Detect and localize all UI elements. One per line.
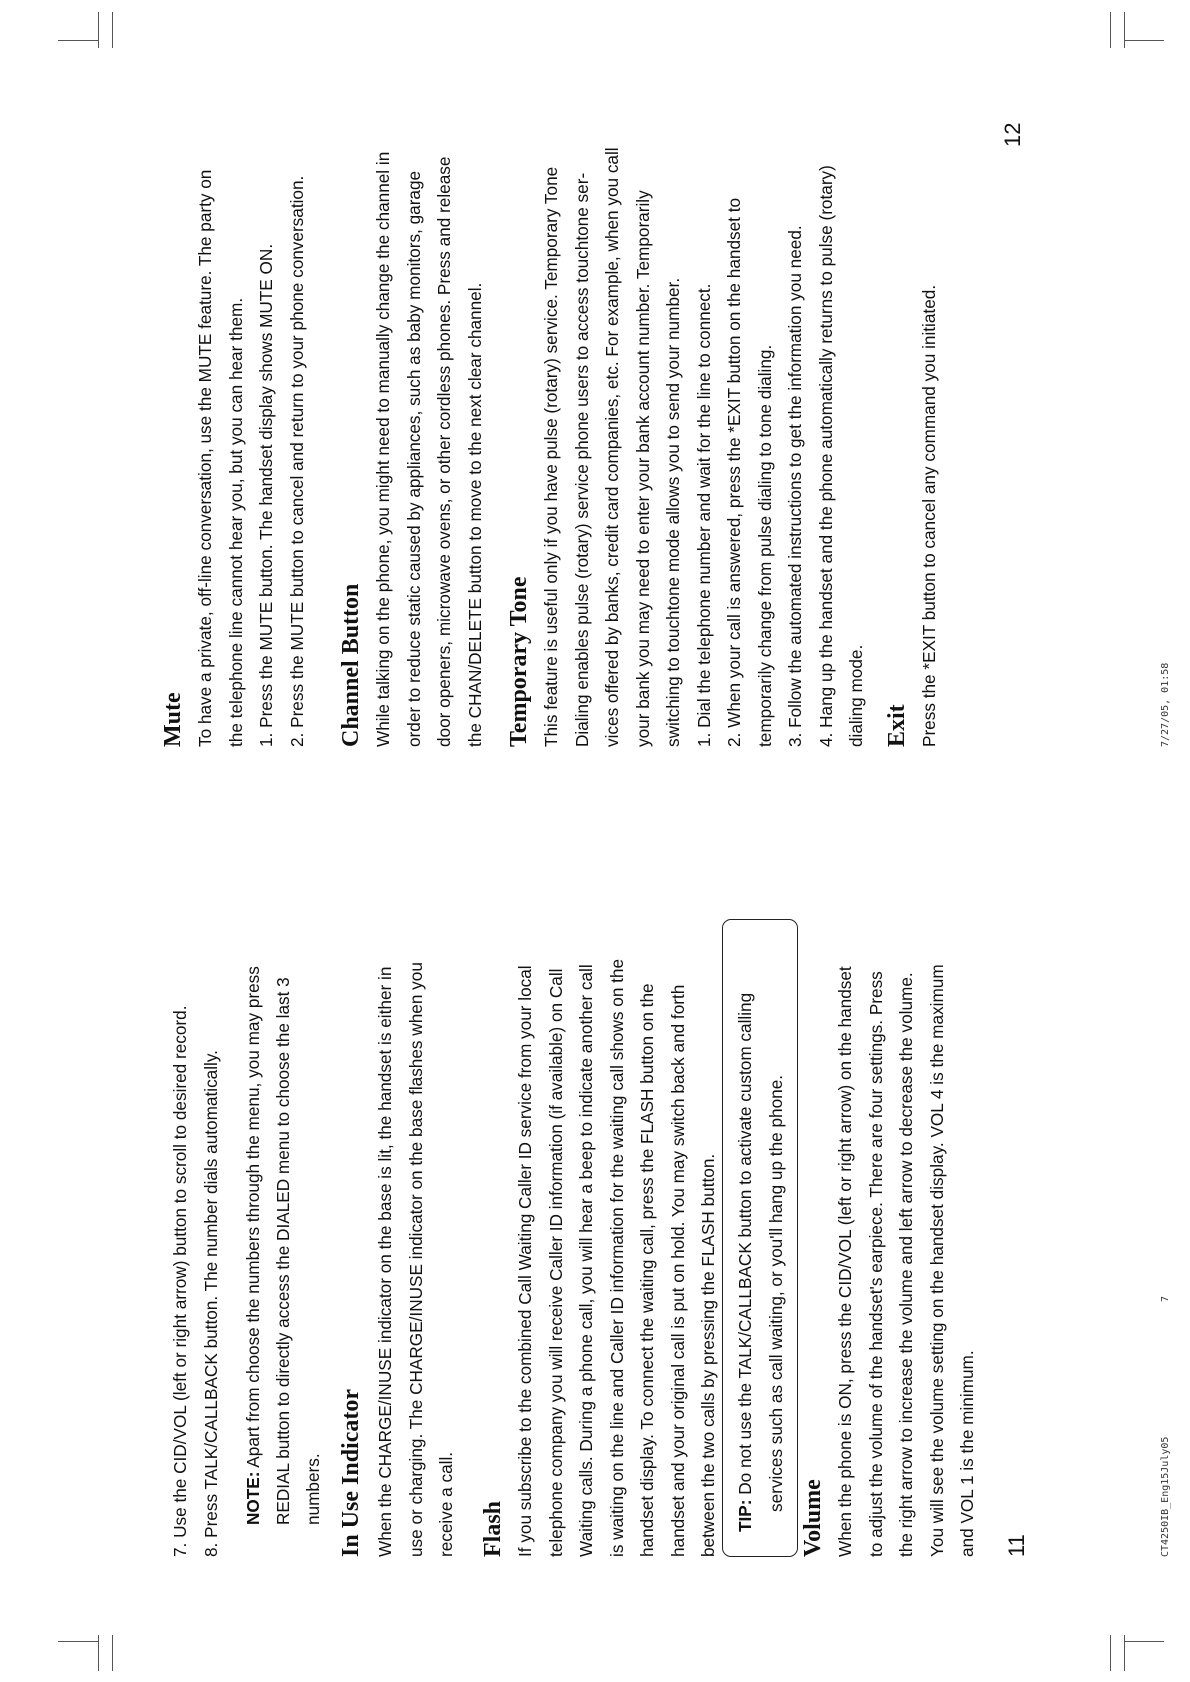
volume-line-5: and VOL 1 is the minimum. [957, 1350, 977, 1557]
page-11 [0, 917, 1190, 1557]
in-use-line-2: use or charging. The CHARGE/INUSE indicator on the base flashes when you [405, 962, 426, 1557]
tone-line-3: vices offered by banks, credit card companies, etc. For example, when you call [602, 147, 622, 747]
file-label: CT4250IB_Eng15July05 [1160, 1436, 1171, 1557]
channel-paragraph [368, 107, 490, 747]
note-line-1 [238, 966, 269, 1525]
note-label: NOTE: [243, 1471, 263, 1525]
step-8: 8. Press TALK/CALLBACK button. The number dials automatically. [201, 1050, 221, 1557]
print-timestamp: 7/27/05, 01:58 [1160, 662, 1171, 747]
volume-line-3: the right arrow to increase the volume and left arrow to decrease the volume. [896, 972, 916, 1557]
page-number-left: 11 [1004, 1534, 1029, 1557]
volume-line-1: When the phone is ON, press the CID/VOL (left or right arrow) on the handset [835, 966, 855, 1557]
tone-step-3: 3. Follow the automated instructions to get the information you need. [785, 225, 805, 747]
volume-paragraph [830, 917, 983, 1557]
tone-line-4: your bank you may need to enter your bank account number. Temporarily [632, 190, 653, 747]
exit-paragraph [914, 107, 945, 747]
mute-heading: Mute [160, 692, 186, 747]
flash-heading: Flash [480, 1500, 506, 1557]
note-text-1: Apart from choose the numbers through the menu, you may press [243, 966, 263, 1472]
tone-step-2-cont: temporarily change from pulse dialing to tone dialing. [754, 344, 775, 747]
mute-step-1: 1. Press the MUTE button. The handset display shows MUTE ON. [256, 243, 276, 747]
in-use-line-1: When the CHARGE/INUSE indicator on the base is lit, the handset is either in [375, 966, 395, 1557]
flash-line-5: handset display. To connect the waiting call, press the FLASH button on the [637, 983, 657, 1557]
channel-line-2: order to reduce static caused by appliances, such as baby monitors, garage [403, 170, 424, 747]
tone-step-2: 2. When your call is answered, press the *EXIT button on the handset to [724, 197, 744, 747]
tip-line-1 [730, 993, 761, 1532]
mute-line-2: the telephone line cannot hear you, but you can hear them. [225, 297, 246, 747]
tip-text-1: Do not use the TALK/CALLBACK button to activate custom calling [735, 992, 755, 1500]
temporary-tone-heading: Temporary Tone [506, 576, 532, 747]
step-7: 7. Use the CID/VOL (left or right arrow) button to scroll to desired record. [170, 1005, 190, 1557]
volume-line-2: to adjust the volume of the handset's earpiece. There are four settings. Press [865, 971, 886, 1557]
temporary-tone-paragraph [536, 107, 872, 747]
tip-box [722, 919, 798, 1557]
volume-line-4: You will see the volume setting on the handset display. VOL 4 is the maximum [926, 964, 947, 1557]
sheet-number: 7 [1160, 1295, 1171, 1302]
tip-line-2: services such as call waiting, or you'll hang up the phone. [766, 1074, 786, 1512]
note-line-2: REDIAL button to directly access the DIALED menu to choose the last 3 [273, 977, 293, 1525]
flash-line-2: telephone company you will receive Caller ID information (if available) on Call [545, 968, 566, 1557]
volume-heading: Volume [800, 1479, 826, 1557]
channel-line-3: door openers, microwave ovens, or other cordless phones. Press and release [434, 156, 454, 747]
flash-paragraph [510, 917, 724, 1557]
flash-line-1: If you subscribe to the combined Call Waiting Caller ID service from your local [515, 965, 535, 1557]
in-use-heading: In Use Indicator [338, 1388, 364, 1557]
tone-step-1: 1. Dial the telephone number and wait for the line to connect. [693, 283, 714, 747]
page-number-right: 12 [1000, 122, 1025, 147]
channel-line-4: the CHAN/DELETE button to move to the next clear channel. [464, 282, 485, 747]
channel-line-1: While talking on the phone, you might need to manually change the channel in [373, 151, 393, 747]
mute-step-2: 2. Press the MUTE button to cancel and return to your phone conversation. [286, 175, 307, 747]
in-use-line-3: receive a call. [436, 1451, 456, 1557]
tone-line-1: This feature is useful only if you have pulse (rotary) service. Temporary Tone [541, 166, 561, 747]
flash-line-3: Waiting calls. During a phone call, you will hear a beep to indicate another call [576, 964, 596, 1557]
tone-step-4-cont: dialing mode. [846, 644, 866, 747]
flash-line-6: handset and your original call is put on hold. You may switch back and forth [667, 984, 688, 1557]
flash-line-7: between the two calls by pressing the FLASH button. [698, 1153, 718, 1557]
page-12 [0, 107, 1190, 747]
tone-line-2: Dialing enables pulse (rotary) service phone users to access touchtone ser- [571, 172, 592, 747]
mute-line-1: To have a private, off-line conversation, use the MUTE feature. The party on [195, 169, 215, 747]
exit-heading: Exit [884, 704, 910, 747]
note-line-3: numbers. [303, 1453, 323, 1525]
mute-paragraph [190, 107, 312, 747]
tip-label: TIP: [735, 1499, 755, 1532]
tone-line-5: switching to touchtone mode allows you to send your number. [663, 277, 683, 747]
in-use-paragraph [370, 917, 462, 1557]
tone-step-4: 4. Hang up the handset and the phone automatically returns to pulse (rotary) [815, 165, 836, 747]
flash-line-4: is waiting on the line and Caller ID information for the waiting call shows on the [606, 958, 627, 1557]
channel-heading: Channel Button [338, 583, 364, 747]
exit-line-1: Press the *EXIT button to cancel any command you initiated. [919, 284, 939, 747]
